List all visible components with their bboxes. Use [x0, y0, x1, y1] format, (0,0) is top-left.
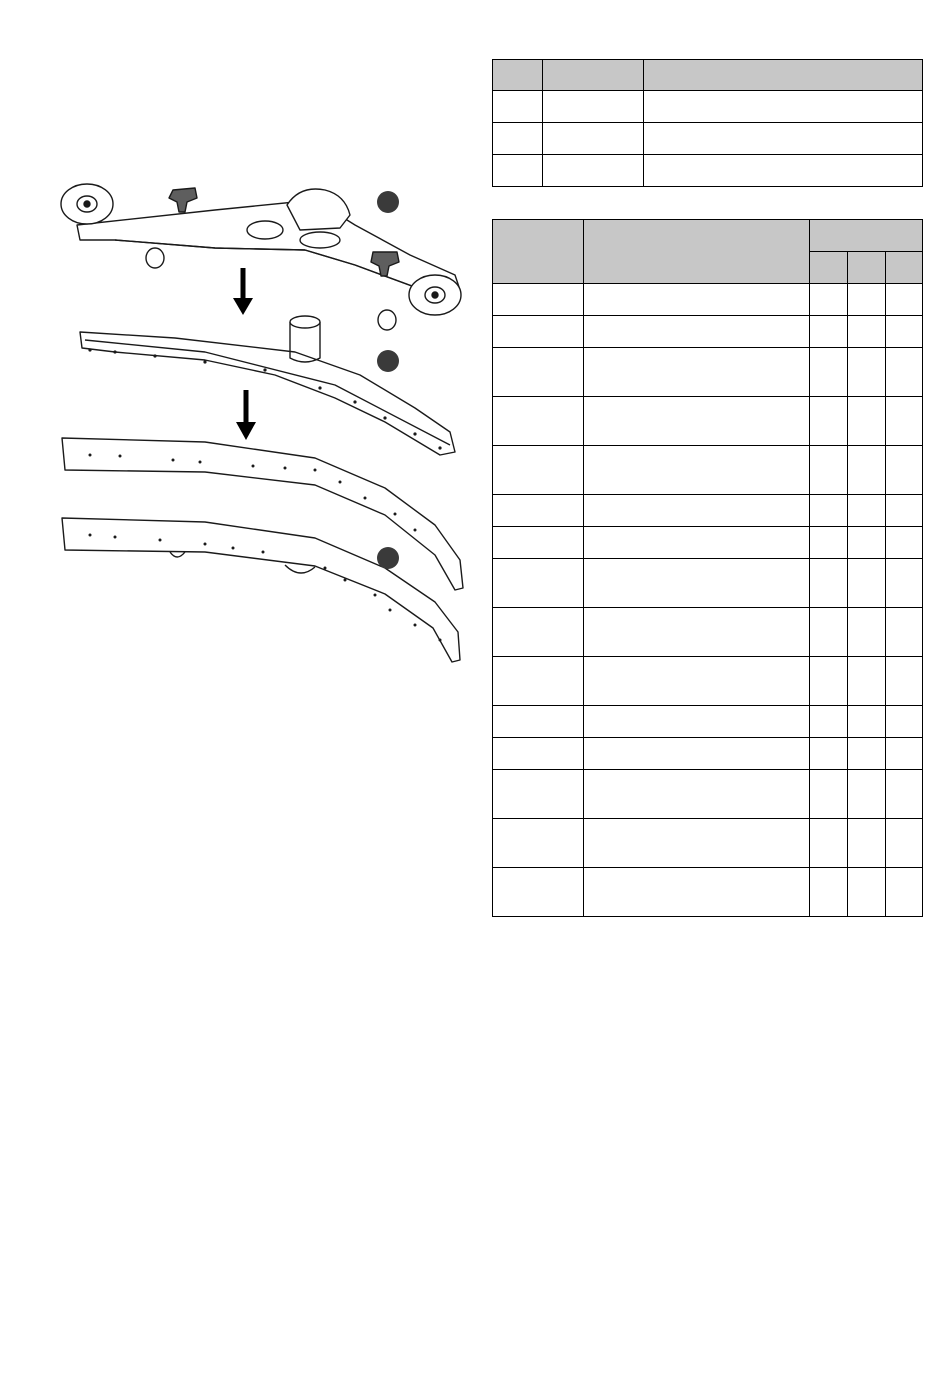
table-cell — [584, 495, 810, 527]
table-cell — [810, 819, 848, 868]
left-castor — [146, 248, 164, 268]
table-cell — [810, 446, 848, 495]
spec-subcol-1 — [810, 252, 848, 284]
table-cell — [886, 868, 923, 917]
table-cell — [644, 91, 923, 123]
table-cell — [886, 446, 923, 495]
table-cell — [886, 770, 923, 819]
table-cell — [543, 91, 644, 123]
table-cell — [810, 706, 848, 738]
table-cell — [584, 316, 810, 348]
rear-rubber-blade — [62, 518, 460, 662]
table-cell — [493, 608, 584, 657]
table-cell — [848, 770, 886, 819]
table-cell — [810, 397, 848, 446]
table-cell — [584, 868, 810, 917]
table-cell — [886, 819, 923, 868]
table-cell — [493, 316, 584, 348]
table-cell — [810, 348, 848, 397]
right-castor — [378, 310, 396, 330]
table-cell — [584, 284, 810, 316]
table-cell — [493, 559, 584, 608]
table-cell — [848, 495, 886, 527]
table-row — [493, 738, 923, 770]
table-cell — [848, 608, 886, 657]
table-cell — [493, 738, 584, 770]
table-cell — [584, 608, 810, 657]
table-row — [493, 770, 923, 819]
blade-holder-frame — [80, 316, 455, 455]
table-cell — [810, 495, 848, 527]
table-cell — [584, 397, 810, 446]
table-cell — [886, 348, 923, 397]
table-cell — [848, 868, 886, 917]
table-cell — [493, 348, 584, 397]
table-cell — [543, 155, 644, 187]
table-cell — [584, 770, 810, 819]
part-list-table — [492, 59, 923, 187]
table-cell — [848, 397, 886, 446]
table-cell — [810, 316, 848, 348]
part-col-number — [493, 60, 543, 91]
table-row — [493, 348, 923, 397]
table-cell — [493, 819, 584, 868]
table-cell — [886, 706, 923, 738]
table-cell — [848, 527, 886, 559]
table-cell — [493, 284, 584, 316]
table-cell — [644, 123, 923, 155]
table-cell — [810, 738, 848, 770]
callout-3 — [377, 547, 399, 569]
table-cell — [584, 738, 810, 770]
arrow-down-1 — [233, 268, 253, 315]
table-row — [493, 155, 923, 187]
arrow-down-2 — [236, 390, 256, 440]
table-cell — [493, 868, 584, 917]
table-cell — [584, 527, 810, 559]
spec-table-header — [493, 220, 923, 252]
table-row — [493, 495, 923, 527]
table-cell — [848, 819, 886, 868]
table-cell — [810, 559, 848, 608]
spec-subcol-3 — [886, 252, 923, 284]
spec-col-description — [584, 220, 810, 284]
table-cell — [810, 608, 848, 657]
table-cell — [848, 706, 886, 738]
table-row — [493, 446, 923, 495]
table-cell — [493, 91, 543, 123]
table-cell — [493, 495, 584, 527]
table-cell — [886, 559, 923, 608]
table-cell — [886, 657, 923, 706]
table-row — [493, 608, 923, 657]
table-row — [493, 316, 923, 348]
table-row — [493, 123, 923, 155]
table-cell — [848, 657, 886, 706]
table-row — [493, 559, 923, 608]
table-row — [493, 868, 923, 917]
table-cell — [493, 155, 543, 187]
table-cell — [584, 559, 810, 608]
table-cell — [886, 495, 923, 527]
table-cell — [810, 284, 848, 316]
table-cell — [848, 316, 886, 348]
table-cell — [493, 397, 584, 446]
spec-col-group — [810, 220, 923, 252]
part-col-code — [543, 60, 644, 91]
table-cell — [584, 657, 810, 706]
table-row — [493, 657, 923, 706]
spec-table-body — [493, 284, 923, 917]
spec-table — [492, 219, 923, 917]
table-cell — [493, 446, 584, 495]
table-cell — [886, 284, 923, 316]
table-cell — [493, 527, 584, 559]
spec-col-model — [493, 220, 584, 284]
left-knob — [169, 188, 197, 212]
table-cell — [886, 738, 923, 770]
front-rubber-blade — [62, 438, 463, 590]
table-row — [493, 284, 923, 316]
table-cell — [810, 527, 848, 559]
table-cell — [810, 770, 848, 819]
table-cell — [584, 446, 810, 495]
table-row — [493, 706, 923, 738]
table-row — [493, 819, 923, 868]
table-row — [493, 527, 923, 559]
table-cell — [584, 348, 810, 397]
table-cell — [644, 155, 923, 187]
table-cell — [493, 706, 584, 738]
spec-subcol-2 — [848, 252, 886, 284]
table-cell — [886, 527, 923, 559]
squeegee-body-assembly — [61, 184, 461, 330]
table-cell — [584, 706, 810, 738]
callout-1 — [377, 191, 399, 213]
squeegee-exploded-illustration — [55, 170, 475, 670]
table-cell — [810, 868, 848, 917]
table-cell — [848, 284, 886, 316]
part-col-description — [644, 60, 923, 91]
table-cell — [493, 657, 584, 706]
table-cell — [848, 738, 886, 770]
callout-2 — [377, 350, 399, 372]
table-cell — [810, 657, 848, 706]
table-cell — [848, 348, 886, 397]
part-table-header — [493, 60, 923, 91]
table-cell — [848, 559, 886, 608]
table-cell — [543, 123, 644, 155]
table-cell — [493, 770, 584, 819]
table-cell — [886, 316, 923, 348]
table-cell — [848, 446, 886, 495]
table-row — [493, 397, 923, 446]
table-cell — [493, 123, 543, 155]
table-cell — [886, 608, 923, 657]
table-row — [493, 91, 923, 123]
table-cell — [886, 397, 923, 446]
table-cell — [584, 819, 810, 868]
